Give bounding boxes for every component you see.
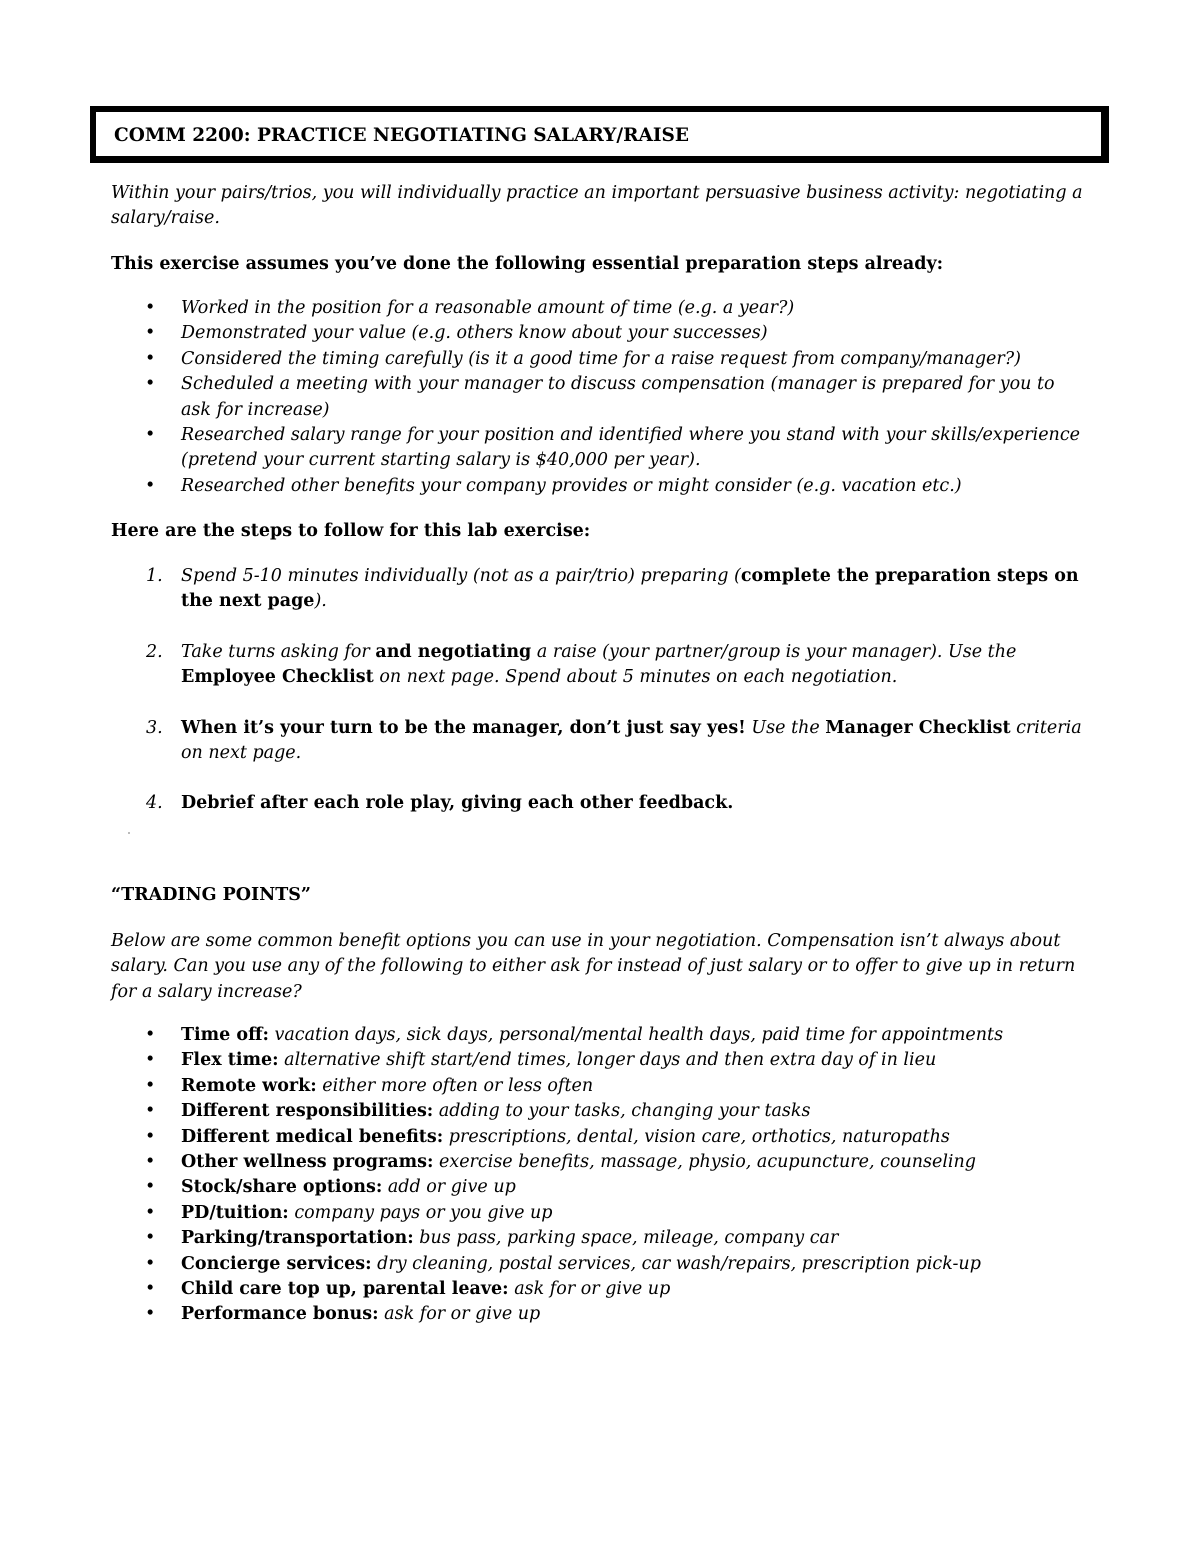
list-item-text: Demonstrated your value (e.g. others know about your successes)	[181, 323, 768, 344]
step-item	[111, 564, 1086, 615]
list-item-text: Researched salary range for your position and identified where you stand with your skills/experience (pretend your current starting salary is $40,000 per year).	[181, 425, 1080, 471]
bullet-glyph: •	[145, 1177, 156, 1198]
item-detail: company pays or you give up	[288, 1202, 553, 1223]
list-item	[111, 1302, 1086, 1327]
list-item	[111, 474, 1086, 499]
step-text: ).	[314, 591, 327, 612]
step-text-bold: Employee Checklist	[181, 667, 374, 688]
step-number: 3.	[146, 717, 163, 738]
list-item	[111, 1099, 1086, 1124]
list-item	[111, 1252, 1086, 1277]
stray-mark	[128, 832, 130, 834]
list-item	[111, 1150, 1086, 1175]
bullet-glyph: •	[145, 1152, 156, 1173]
bullet-glyph: •	[145, 1050, 156, 1071]
list-item	[111, 1048, 1086, 1073]
item-label: Concierge services:	[181, 1253, 372, 1274]
list-item	[111, 372, 1086, 423]
item-label: Parking/transportation:	[181, 1228, 414, 1249]
item-detail: vacation days, sick days, personal/mental health days, paid time for appointments	[268, 1025, 1004, 1045]
list-item-text: Worked in the position for a reasonable amount of time (e.g. a year?)	[181, 298, 795, 318]
bullet-glyph: •	[145, 1304, 156, 1325]
intro-paragraph: Within your pairs/trios, you will individually practice an important persuasive business activity: negotiating a salary/raise.	[111, 183, 1083, 229]
list-item	[111, 1023, 1086, 1048]
step-item	[111, 640, 1086, 691]
list-item	[111, 1125, 1086, 1150]
step-text: a raise (your partner/group is your manager). Use the	[531, 641, 1017, 662]
item-label: PD/tuition:	[181, 1202, 289, 1223]
step-number: 2.	[146, 641, 163, 662]
list-item	[111, 1201, 1086, 1226]
item-label: Flex time:	[181, 1050, 279, 1071]
step-number: 4.	[146, 793, 163, 814]
trading-intro: Below are some common benefit options you can use in your negotiation. Compensation isn’t always about salary. Can you use any of the following to either ask for instead of just salary or to offer to give up in return for a salary increase?	[111, 931, 1076, 1002]
step-text-bold: Debrief after each role play, giving each other feedback.	[181, 793, 734, 814]
trading-heading: “TRADING POINTS”	[111, 885, 311, 905]
bullet-glyph: •	[145, 1253, 156, 1274]
bullet-glyph: •	[145, 1101, 156, 1122]
bullet-glyph: •	[145, 1279, 156, 1300]
item-detail: prescriptions, dental, vision care, orthotics, naturopaths	[443, 1126, 950, 1147]
step-text: Take turns asking for	[181, 641, 376, 662]
item-label: Performance bonus:	[181, 1304, 379, 1325]
item-detail: exercise benefits, massage, physio, acupuncture, counseling	[433, 1152, 977, 1173]
list-item	[111, 1175, 1086, 1200]
step-number: 1.	[146, 566, 163, 586]
step-text-bold: and negotiating	[375, 641, 532, 662]
item-detail: bus pass, parking space, mileage, company car	[413, 1228, 839, 1249]
item-label: Remote work:	[181, 1075, 317, 1096]
steps-list	[111, 564, 1086, 842]
item-detail: alternative shift start/end times, longer days and then extra day of in lieu	[278, 1050, 937, 1071]
bullet-glyph: •	[145, 1075, 156, 1096]
item-label: Time off:	[181, 1025, 269, 1045]
item-label: Different responsibilities:	[181, 1101, 434, 1122]
trading-list	[111, 1023, 1086, 1328]
bullet-glyph: •	[145, 475, 156, 496]
list-item	[111, 321, 1086, 346]
document-title: COMM 2200: PRACTICE NEGOTIATING SALARY/RAISE	[114, 125, 689, 146]
item-detail: adding to your tasks, changing your tasks	[433, 1101, 811, 1122]
list-item	[111, 347, 1086, 372]
list-item	[111, 1226, 1086, 1251]
step-text: on next page. Spend about 5 minutes on each negotiation.	[373, 667, 898, 688]
step-text: criteria on next page.	[181, 717, 1082, 764]
list-item	[111, 1277, 1086, 1302]
step-text-bold: complete the preparation steps on the next page	[181, 566, 1079, 612]
bullet-glyph: •	[145, 425, 156, 446]
list-item	[111, 296, 1086, 321]
step-text-bold: Manager Checklist	[825, 717, 1011, 738]
list-item	[111, 1074, 1086, 1099]
step-text: Use the	[745, 717, 826, 738]
document-title-box	[90, 106, 1109, 163]
list-item	[111, 423, 1086, 474]
bullet-glyph: •	[145, 374, 156, 395]
list-item-text: Considered the timing carefully (is it a good time for a raise request from company/manager?)	[181, 348, 1021, 369]
steps-heading: Here are the steps to follow for this lab exercise:	[111, 521, 591, 541]
bullet-glyph: •	[145, 1025, 156, 1045]
item-label: Child care top up, parental leave:	[181, 1279, 509, 1300]
bullet-glyph: •	[145, 348, 156, 369]
step-item	[111, 716, 1086, 767]
prep-list	[111, 296, 1086, 499]
bullet-glyph: •	[145, 298, 156, 318]
prep-heading: This exercise assumes you’ve done the following essential preparation steps already:	[111, 254, 944, 274]
bullet-glyph: •	[145, 1228, 156, 1249]
list-item-text: Scheduled a meeting with your manager to discuss compensation (manager is prepared for you to ask for increase)	[181, 374, 1055, 420]
step-item	[111, 791, 1086, 816]
list-item-text: Researched other benefits your company provides or might consider (e.g. vacation etc.)	[181, 475, 962, 496]
bullet-glyph: •	[145, 1202, 156, 1223]
item-label: Different medical benefits:	[181, 1126, 444, 1147]
item-detail: ask for or give up	[378, 1304, 541, 1325]
step-text: Spend 5-10 minutes individually (not as a pair/trio) preparing (	[181, 566, 741, 586]
item-detail: ask for or give up	[508, 1279, 671, 1300]
bullet-glyph: •	[145, 1126, 156, 1147]
step-text-bold: When it’s your turn to be the manager, don’t just say yes!	[181, 717, 746, 738]
item-detail: add or give up	[382, 1177, 516, 1198]
item-label: Other wellness programs:	[181, 1152, 434, 1173]
item-detail: dry cleaning, postal services, car wash/repairs, prescription pick-up	[371, 1253, 981, 1274]
item-label: Stock/share options:	[181, 1177, 383, 1198]
bullet-glyph: •	[145, 323, 156, 344]
item-detail: either more often or less often	[316, 1075, 594, 1096]
